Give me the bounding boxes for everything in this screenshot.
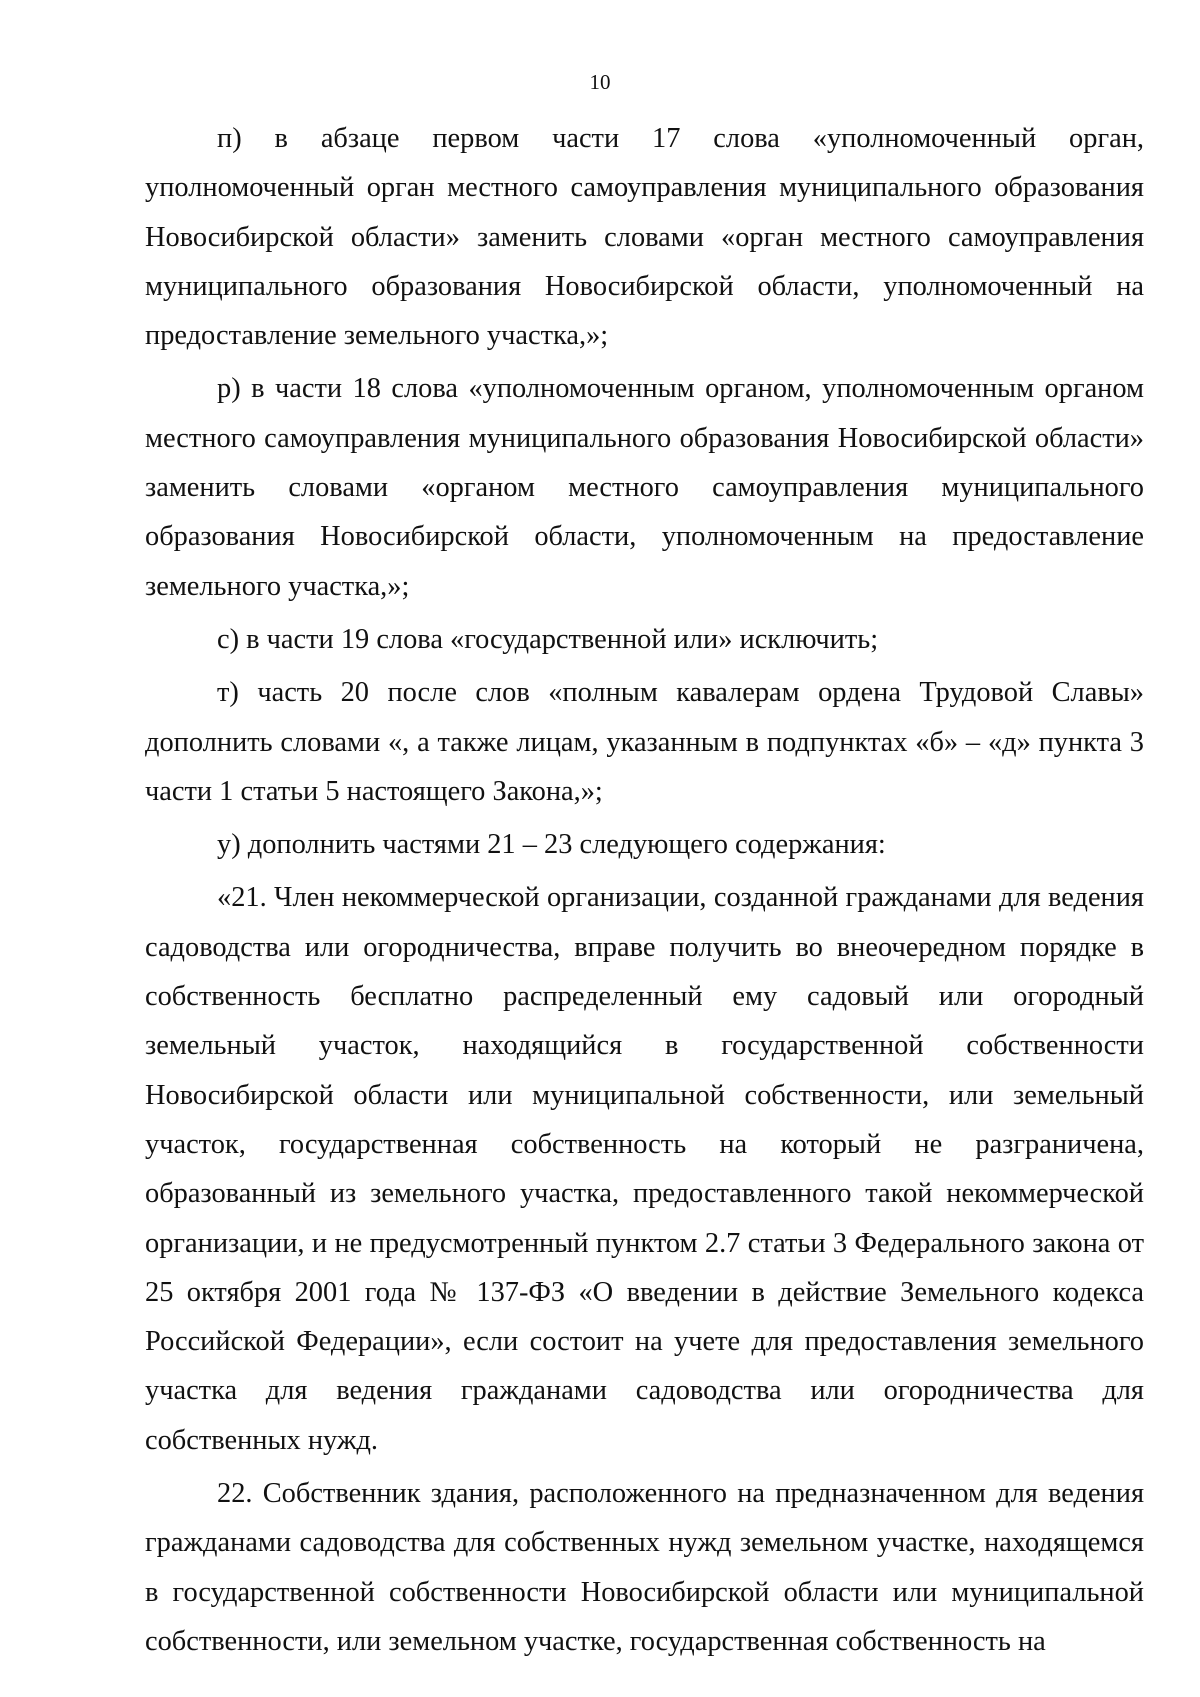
paragraph-p: п) в абзаце первом части 17 слова «уполномоченный орган, уполномоченный орган местного самоуправления муниципального образования Новосибирской области» заменить словами «орган местного самоуправления муниципального образования Новосибирской области, уполномоченный на предоставление земельного участка,»; [145, 123, 1144, 352]
paragraph-u: у) дополнить частями 21 – 23 следующего содержания: [217, 829, 886, 861]
paragraph-part-22: 22. Собственник здания, расположенного на предназначенном для ведения гражданами садоводства для собственных нужд земельном участке, находящемся в государственной собственности Новосибирской области или муниципальной собственности, или земельном участке, государственная собственность на [145, 1478, 1144, 1657]
paragraph-part-21: «21. Член некоммерческой организации, созданной гражданами для ведения садоводства или огородничества, вправе получить во внеочередном порядке в собственность бесплатно распределенный ему садовый или огородный земельный участок, находящийся в государственной собственности Новосибирской области или муниципальной собственности, или земельный участок, государственная собственность на который не разграничена, образованный из земельного участка, предоставленного такой некоммерческой организации, и не предусмотренный пунктом 2.7 статьи 3 Федерального закона от 25 октября 2001 года № 137-ФЗ «О введении в действие Земельного кодекса Российской Федерации», если состоит на учете для предоставления земельного участка для ведения гражданами садоводства или огородничества для собственных нужд. [145, 882, 1144, 1456]
paragraph-t: т) часть 20 после слов «полным кавалерам ордена Трудовой Славы» дополнить словами «, а также лицам, указанным в подпунктах «б» – «д» пункта 3 части 1 статьи 5 настоящего Закона,»; [145, 677, 1144, 807]
document-body [145, 114, 1144, 1670]
paragraph-r: р) в части 18 слова «уполномоченным органом, уполномоченным органом местного самоуправления муниципального образования Новосибирской области» заменить словами «органом местного самоуправления муниципального образования Новосибирской области, уполномоченным на предоставление земельного участка,»; [145, 373, 1144, 602]
page-number: 10 [589, 70, 611, 94]
paragraph-s: с) в части 19 слова «государственной или» исключить; [217, 623, 879, 655]
